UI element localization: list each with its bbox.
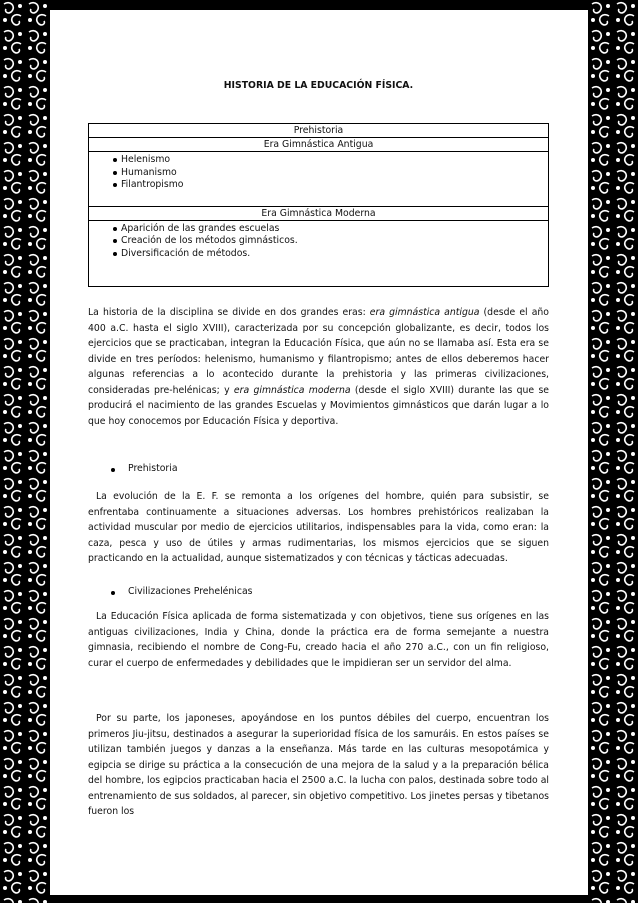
era-moderna-term: era gimnástica moderna: [233, 384, 351, 396]
moderna-list: [89, 221, 548, 287]
swirl-pattern-left: [0, 0, 50, 903]
ornamental-border-left: [0, 0, 50, 903]
intro-text-3: (desde el siglo XVIII) durante las que se producirá el nacimiento de las grandes Escuelas y Movimientos gimnásticos que darán lugar a lo que hoy conocemos por Educación Física y deportiva.: [88, 384, 550, 427]
ornamental-border-right: [588, 0, 638, 903]
document-body: [88, 0, 549, 903]
section-text-prehelenicas: La Educación Física aplicada de forma sistematizada y con objetivos, tiene sus orígenes en las antiguas civilizaciones, India y China, donde la práctica era de forma semejante a nuestra gimnasia, recibiendo el nombre de Cong-Fu, creado hacia el año 270 a.C., con un fin religioso, curar el cuerpo de enfermedades y debilidades que le impidieran ser un servidor del alma.: [88, 611, 549, 669]
list-item: Creación de los métodos gimnásticos.: [89, 235, 548, 248]
table-header-cell: [89, 124, 549, 152]
list-item: Aparición de las grandes escuelas: [89, 223, 548, 236]
moderna-items-cell: [89, 220, 549, 287]
section-heading-prehelenicas: Civilizaciones Prehelénicas: [88, 586, 253, 597]
antigua-items-cell: [89, 152, 549, 207]
intro-text-2: (desde el año 400 a.C. hasta el siglo XVIII), caracterizada por su concepción globalizante, es decir, todos los ejercicios que se practicaban, integran la Educación Física, que aún no se llamaba así. Esta era se divide en tres períodos: helenismo, humanismo y filantropismo; antes de ellos deberemos hacer algunas referencias a lo acontecido durante la prehistoria y las primeras civilizaciones, consideradas pre-helénicas; y: [88, 307, 549, 396]
document-title: HISTORIA DE LA EDUCACIÓN FÍSICA.: [223, 80, 414, 91]
list-item: Humanismo: [89, 167, 548, 180]
header-era-moderna: Era Gimnástica Moderna: [261, 207, 376, 219]
swirl-pattern-right: [588, 0, 638, 903]
closing-paragraph: Por su parte, los japoneses, apoyándose en los puntos débiles del cuerpo, encuentran los primeros Jiu-jitsu, destinados a asegurar la superioridad física de los samuráis. En estos países se utilizan también juegos y danzas a la enseñanza. Más tarde en las culturas mesopotámica y egipcia se dirige su práctica a la consecución de una mejora de la salud y a la preparación bélica del hombre, los egipcios practicaban hacia el 2500 a.C. la lucha con palos, destinada sobre todo al entrenamiento de sus soldados, al parecer, sin objetivo competitivo. Los jinetes persas y tibetanos fueron los: [88, 713, 549, 817]
moderna-header-cell: [89, 206, 549, 220]
era-antigua-term: era gimnástica antigua: [369, 307, 480, 318]
section-text-prehistoria: La evolución de la E. F. se remonta a los orígenes del hombre, quién para subsistir, se enfrentaba continuamente a situaciones adversas. Los hombres prehistóricos realizaban la actividad muscular por medio de ejercicios utilitarios, indispensables para la vida, como eran: la caza, pesca y uso de útiles y armas rudimentarias, los mismos ejercicios que se siguen practicando en la actualidad, aunque sistematizados y con técnicas y tácticas adecuadas.: [88, 491, 549, 564]
header-era-antigua: Era Gimnástica Antigua: [263, 139, 374, 150]
list-item: Helenismo: [89, 154, 548, 167]
intro-text-1: La historia de la disciplina se divide en dos grandes eras:: [88, 307, 370, 318]
list-item: Diversificación de métodos.: [89, 248, 548, 261]
intro-paragraph: [88, 305, 549, 429]
section-heading-prehistoria: Prehistoria: [88, 463, 178, 474]
eras-table: [88, 123, 549, 287]
antigua-list: [89, 152, 548, 206]
header-prehistoria: Prehistoria: [89, 124, 548, 138]
list-item: Filantropismo: [89, 179, 548, 192]
